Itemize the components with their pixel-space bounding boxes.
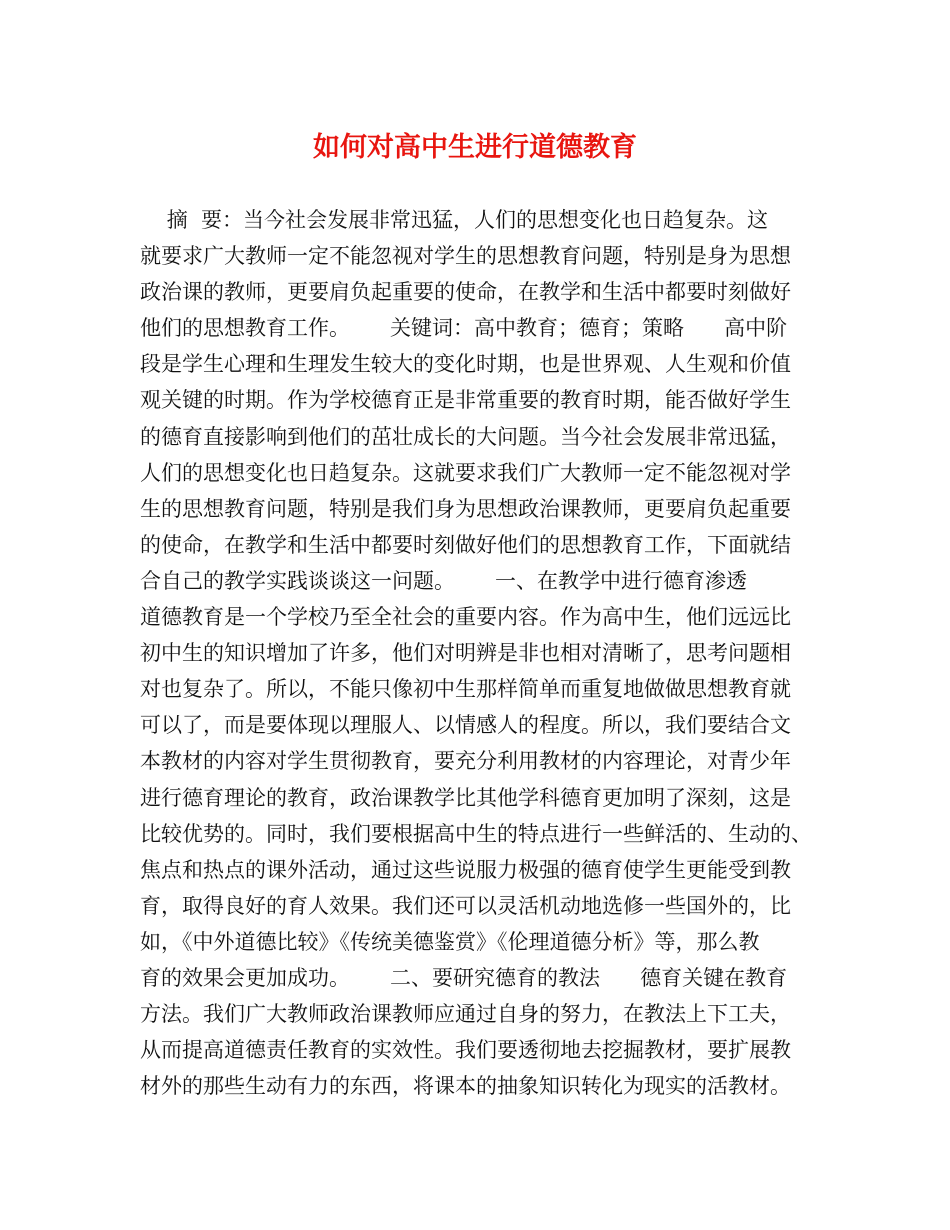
body-line: 生的思想教育问题，特别是我们身为思想政治课教师，更要肩负起重要 <box>140 496 791 521</box>
body-line: 道德教育是一个学校乃至全社会的重要内容。作为高中生，他们远远比 <box>140 605 791 630</box>
body-line: 合自己的教学实践谈谈这一问题。 一、在教学中进行德育渗透 <box>140 568 748 593</box>
body-line: 摘 要：当今社会发展非常迅猛，人们的思想变化也日趋复杂。这 <box>140 208 769 232</box>
body-line: 本教材的内容对学生贯彻教育，要充分利用教材的内容理论，对青少年 <box>140 749 791 774</box>
body-line: 初中生的知识增加了许多，他们对明辨是非也相对清晰了，思考问题相 <box>140 641 791 666</box>
body-line: 段是学生心理和生理发生较大的变化时期，也是世界观、人生观和价值 <box>140 352 791 377</box>
body-line: 观关键的时期。作为学校德育正是非常重要的教育时期，能否做好学生 <box>140 388 791 413</box>
body-line: 人们的思想变化也日趋复杂。这就要求我们广大教师一定不能忽视对学 <box>140 460 791 485</box>
body-line: 的德育直接影响到他们的茁壮成长的大问题。当今社会发展非常迅猛， <box>140 424 791 449</box>
document-title: 如何对高中生进行道德教育 <box>313 132 637 163</box>
body-line: 他们的思想教育工作。 关键词：高中教育；德育；策略 高中阶 <box>140 316 788 341</box>
body-line: 从而提高道德责任教育的实效性。我们要透彻地去挖掘教材，要扩展教 <box>140 1038 791 1063</box>
body-line: 进行德育理论的教育，政治课教学比其他学科德育更加明了深刻，这是 <box>140 785 791 810</box>
body-line: 育的效果会更加成功。 二、要研究德育的教法 德育关键在教育 <box>140 965 788 990</box>
document-body <box>140 202 820 1104</box>
body-line: 的使命，在教学和生活中都要时刻做好他们的思想教育工作，下面就结 <box>140 532 791 557</box>
body-line: 焦点和热点的课外活动，通过这些说服力极强的德育使学生更能受到教 <box>140 857 791 882</box>
body-line: 材外的那些生动有力的东西，将课本的抽象知识转化为现实的活教材。 <box>140 1074 791 1099</box>
body-line: 政治课的教师，更要肩负起重要的使命，在教学和生活中都要时刻做好 <box>140 280 791 305</box>
body-line: 就要求广大教师一定不能忽视对学生的思想教育问题，特别是身为思想 <box>140 244 791 269</box>
body-line: 对也复杂了。所以，不能只像初中生那样简单而重复地做做思想教育就 <box>140 677 791 702</box>
body-line: 育，取得良好的育人效果。我们还可以灵活机动地选修一些国外的，比 <box>140 893 791 918</box>
body-line: 如，《中外道德比较》《传统美德鉴赏》《伦理道德分析》等，那么教 <box>140 929 760 954</box>
body-line: 方法。我们广大教师政治课教师应通过自身的努力，在教法上下工夫， <box>140 1002 791 1027</box>
body-line: 比较优势的。同时，我们要根据高中生的特点进行一些鲜活的、生动的、 <box>140 821 812 846</box>
body-line: 可以了，而是要体现以理服人、以情感人的程度。所以，我们要结合文 <box>140 713 791 738</box>
